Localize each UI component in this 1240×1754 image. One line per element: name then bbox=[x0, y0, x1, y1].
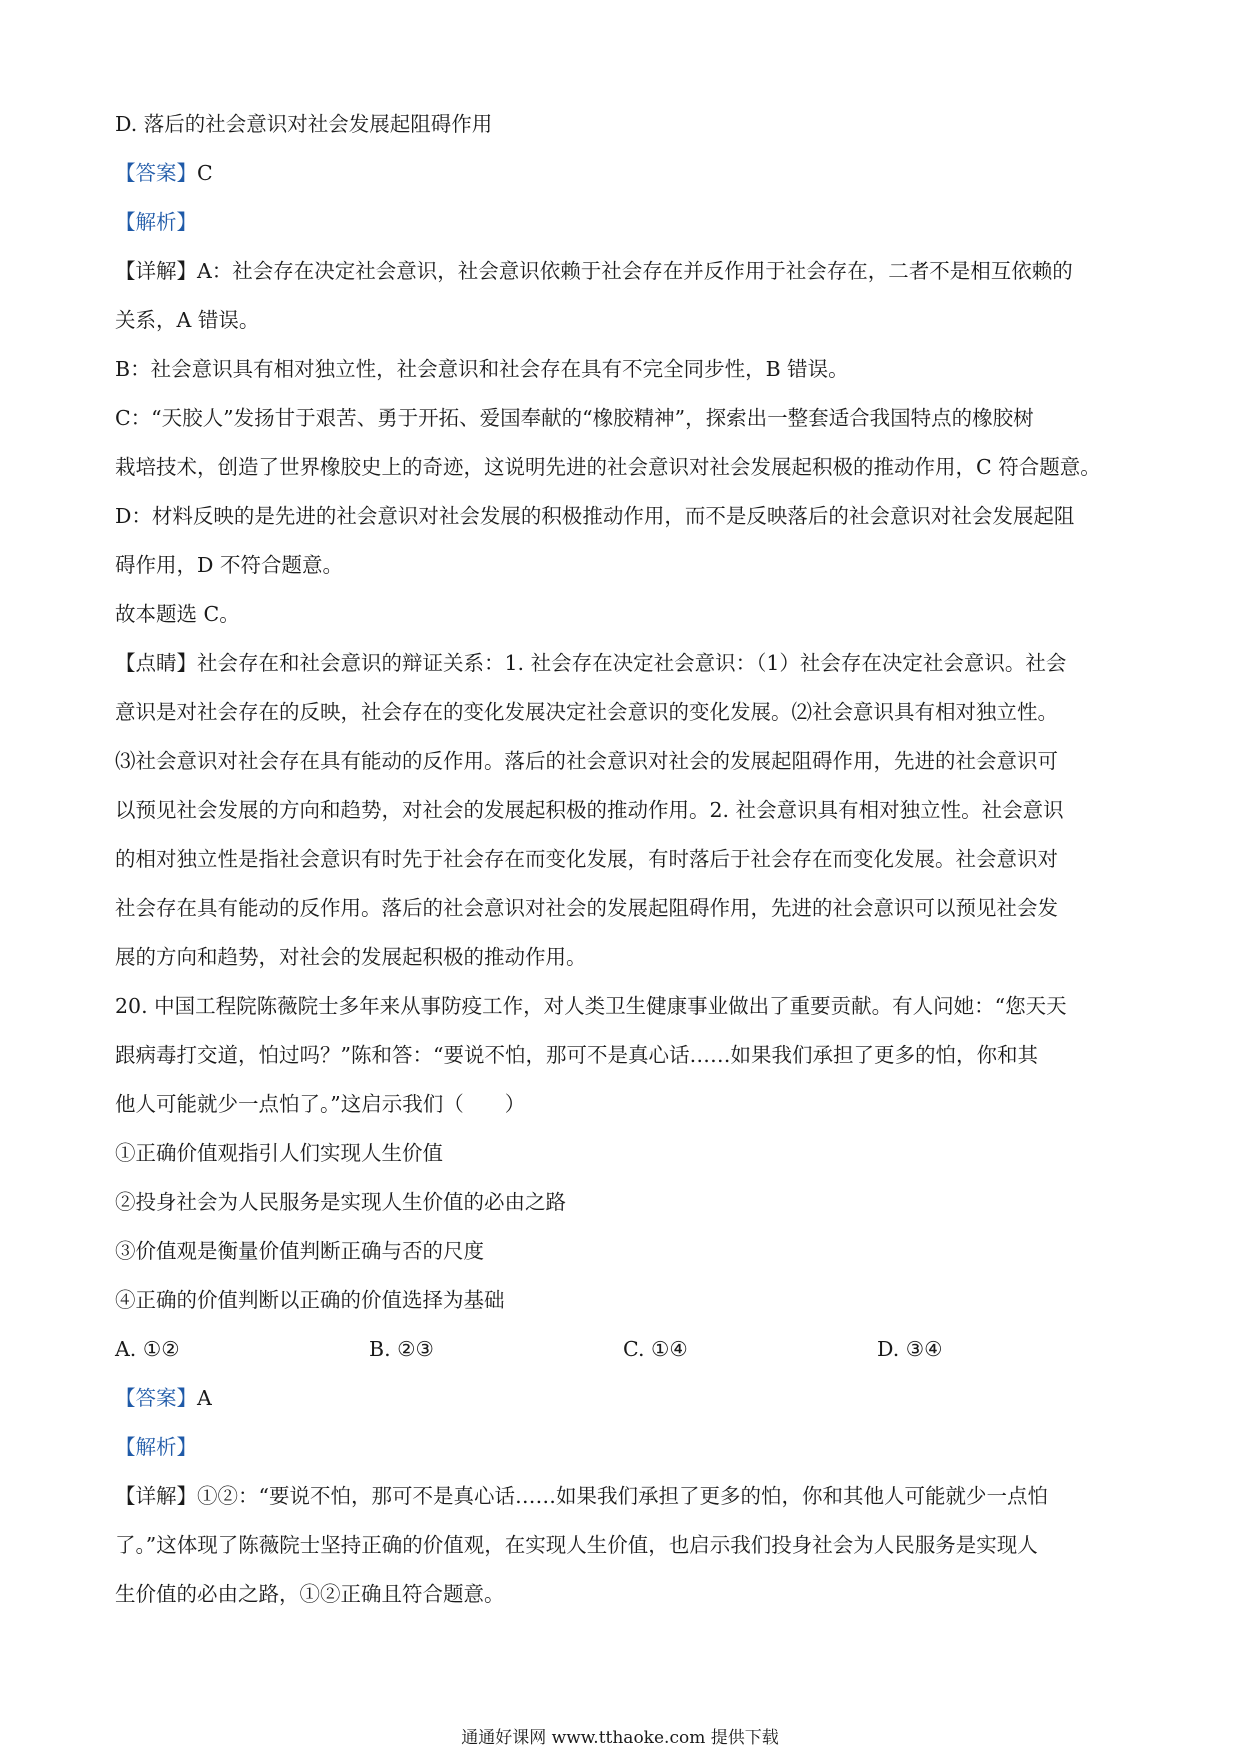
q20-option-d: D. ③④ bbox=[877, 1337, 943, 1361]
answer-tag: 【答案】 bbox=[115, 161, 197, 185]
detail-tag: 【详解】 bbox=[115, 1484, 197, 1508]
q19-point-line-1: 【点睛】社会存在和社会意识的辩证关系：1. 社会存在决定社会意识：（1）社会存在决定社会意识。社会 bbox=[115, 651, 1067, 675]
page-content bbox=[115, 100, 1131, 1619]
answer-tag: 【答案】 bbox=[115, 1386, 197, 1410]
point-tag: 【点睛】 bbox=[115, 651, 197, 675]
q20-detail-line-1: 【详解】①②：“要说不怕，那可不是真心话……如果我们承担了更多的怕，你和其他人可能就少一点怕 bbox=[115, 1484, 1048, 1508]
q19-detail-line-2: 关系，A 错误。 bbox=[115, 308, 260, 332]
q19-point-line-4: 以预见社会发展的方向和趋势，对社会的发展起积极的推动作用。2. 社会意识具有相对独立性。社会意识 bbox=[115, 798, 1064, 822]
q20-statement-2: ②投身社会为人民服务是实现人生价值的必由之路 bbox=[115, 1190, 566, 1214]
q19-analysis-heading bbox=[115, 198, 1131, 247]
q19-point-line-2: 意识是对社会存在的反映，社会存在的变化发展决定社会意识的变化发展。⑵社会意识具有相对独立性。 bbox=[115, 700, 1058, 724]
q20-options bbox=[115, 1325, 1131, 1374]
q20-option-b: B. ②③ bbox=[369, 1337, 434, 1361]
q19-point-line-3: ⑶社会意识对社会存在具有能动的反作用。落后的社会意识对社会的发展起阻碍作用，先进的社会意识可 bbox=[115, 749, 1058, 773]
q20-answer bbox=[115, 1374, 1131, 1423]
q20-statement-4: ④正确的价值判断以正确的价值选择为基础 bbox=[115, 1288, 505, 1312]
q19-detail-line-3: B：社会意识具有相对独立性，社会意识和社会存在具有不完全同步性，B 错误。 bbox=[115, 357, 849, 381]
q19-point-line-7: 展的方向和趋势，对社会的发展起积极的推动作用。 bbox=[115, 945, 587, 969]
q20-stem-line-3: 他人可能就少一点怕了。”这启示我们（ ） bbox=[115, 1092, 526, 1116]
q19-option-d: D. 落后的社会意识对社会发展起阻碍作用 bbox=[115, 112, 493, 136]
q19-detail-line-1: 【详解】A：社会存在决定社会意识，社会意识依赖于社会存在并反作用于社会存在，二者不是相互依赖的 bbox=[115, 259, 1073, 283]
q20-option-a: A. ①② bbox=[115, 1337, 180, 1361]
detail-tag: 【详解】 bbox=[115, 259, 197, 283]
q19-point-line-5: 的相对独立性是指社会意识有时先于社会存在而变化发展，有时落后于社会存在而变化发展。社会意识对 bbox=[115, 847, 1058, 871]
page-footer: 通通好课网 www.tthaoke.com 提供下载 bbox=[461, 1728, 779, 1748]
q20-detail-line-2: 了。”这体现了陈薇院士坚持正确的价值观，在实现人生价值，也启示我们投身社会为人民服务是实现人 bbox=[115, 1533, 1038, 1557]
q19-conclusion: 故本题选 C。 bbox=[115, 602, 240, 626]
q20-stem-line-2: 跟病毒打交道，怕过吗？”陈和答：“要说不怕，那可不是真心话……如果我们承担了更多的怕，你和其 bbox=[115, 1043, 1038, 1067]
q20-option-c: C. ①④ bbox=[623, 1337, 688, 1361]
q19-answer bbox=[115, 149, 1131, 198]
q20-stem-line-1: 20. 中国工程院陈薇院士多年来从事防疫工作，对人类卫生健康事业做出了重要贡献。有人问她：“您天天 bbox=[115, 994, 1067, 1018]
answer-value: C bbox=[197, 161, 213, 185]
analysis-tag: 【解析】 bbox=[115, 210, 197, 234]
q19-detail-line-5: 栽培技术，创造了世界橡胶史上的奇迹，这说明先进的社会意识对社会发展起积极的推动作用，C 符合题意。 bbox=[115, 455, 1101, 479]
q19-point-line-6: 社会存在具有能动的反作用。落后的社会意识对社会的发展起阻碍作用，先进的社会意识可以预见社会发 bbox=[115, 896, 1058, 920]
q19-detail-line-4: C：“天胶人”发扬甘于艰苦、勇于开拓、爱国奉献的“橡胶精神”，探索出一整套适合我国特点的橡胶树 bbox=[115, 406, 1034, 430]
q20-statement-3: ③价值观是衡量价值判断正确与否的尺度 bbox=[115, 1239, 484, 1263]
analysis-tag: 【解析】 bbox=[115, 1435, 197, 1459]
q20-detail-line-3: 生价值的必由之路，①②正确且符合题意。 bbox=[115, 1582, 505, 1606]
q20-statement-1: ①正确价值观指引人们实现人生价值 bbox=[115, 1141, 443, 1165]
q19-detail-line-7: 碍作用，D 不符合题意。 bbox=[115, 553, 343, 577]
answer-value: A bbox=[197, 1386, 212, 1410]
q19-detail-line-6: D：材料反映的是先进的社会意识对社会发展的积极推动作用，而不是反映落后的社会意识对社会发展起阻 bbox=[115, 504, 1075, 528]
q20-analysis-heading bbox=[115, 1423, 1131, 1472]
